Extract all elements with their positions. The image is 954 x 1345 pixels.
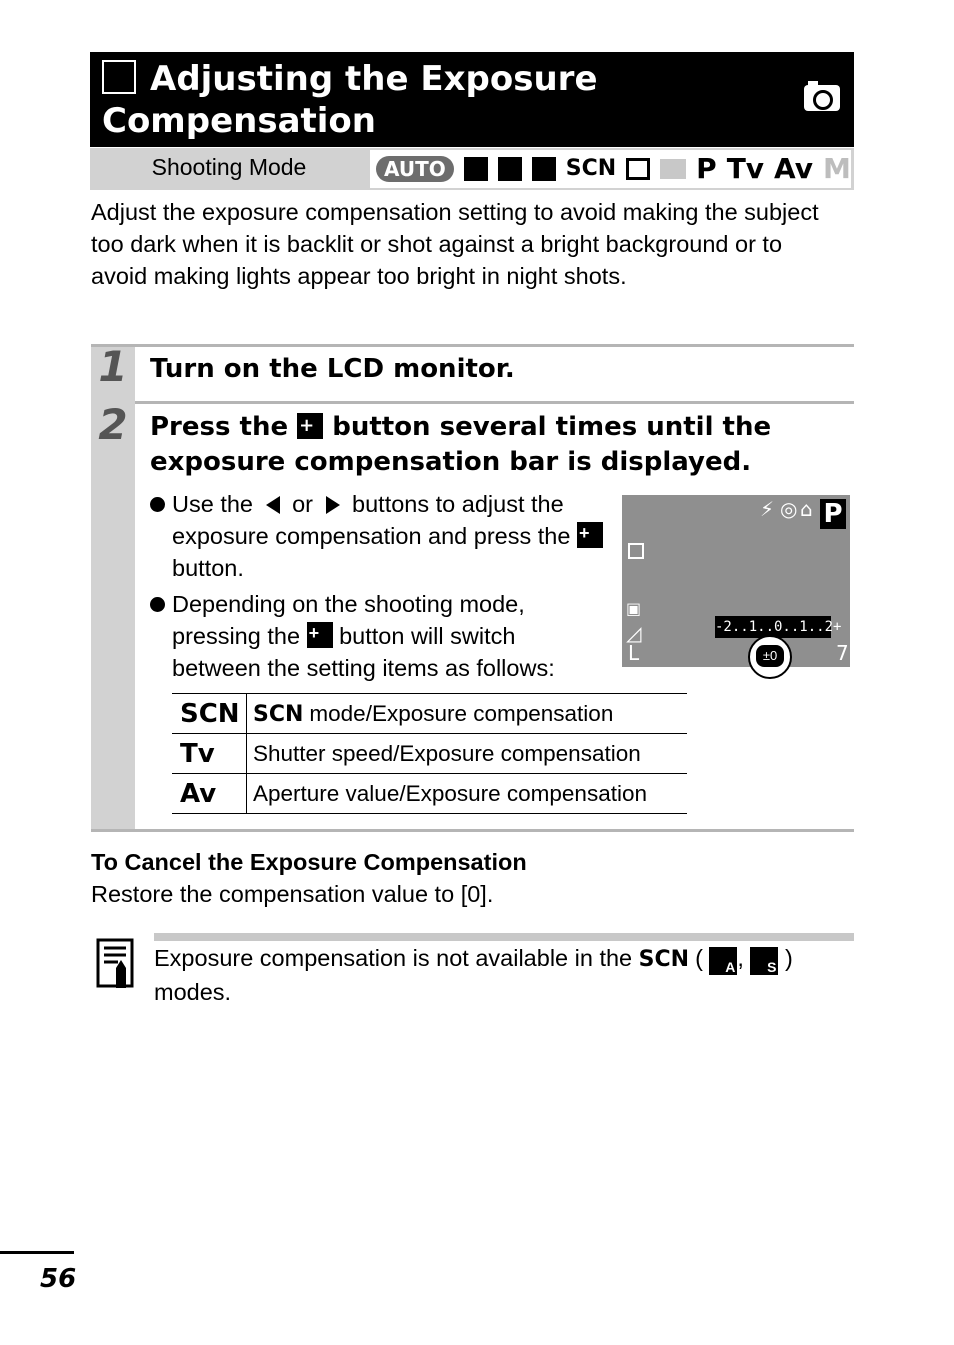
bullet-dot	[150, 497, 165, 512]
scn-inline-icon: SCN	[638, 947, 690, 972]
av-mode-icon: Av	[774, 152, 813, 185]
step-divider	[135, 401, 854, 404]
bullet-1-or: or	[292, 491, 313, 517]
table-key-tv: Tv	[172, 734, 247, 774]
exposure-compensation-icon	[102, 60, 136, 94]
table-key-av: Av	[172, 774, 247, 814]
shooting-mode-icons	[370, 150, 851, 188]
bullet-item	[150, 588, 610, 684]
step-1-title: Turn on the LCD monitor.	[150, 354, 515, 384]
p-mode-icon: P	[696, 152, 717, 185]
lock-icon: ⌂	[800, 497, 813, 521]
lcd-size-indicator: L	[628, 641, 640, 665]
landscape-mode-icon	[498, 157, 522, 181]
table-row	[172, 734, 687, 774]
scn-inline-icon: SCN	[253, 701, 304, 727]
note-rule	[154, 933, 854, 941]
steps-top-rule	[91, 344, 854, 347]
table-value: Aperture value/Exposure compensation	[247, 774, 688, 814]
cancel-heading: To Cancel the Exposure Compensation	[91, 849, 527, 875]
page-title	[102, 58, 742, 142]
auto-mode-icon: AUTO	[376, 156, 454, 182]
frame-icon	[628, 543, 644, 559]
bullet-1-text-c: button.	[172, 555, 244, 581]
lcd-shots-remaining: 7	[836, 641, 849, 665]
table-value	[247, 694, 688, 734]
step-2-title-after: button several times until the exposure compensation bar is displayed.	[150, 412, 772, 477]
color-swap-icon: S	[750, 947, 778, 975]
lcd-mode-indicator: P	[820, 499, 846, 529]
note-text-c: ,	[737, 945, 744, 971]
steps-bottom-rule	[91, 829, 854, 832]
m-mode-icon: M	[822, 152, 851, 185]
memo-icon	[96, 938, 134, 990]
note-text	[154, 942, 854, 1008]
exposure-scale: -2..1..0..1..2+	[715, 616, 831, 638]
table-value-text: mode/Exposure compensation	[309, 700, 614, 726]
red-eye-icon: ◎	[780, 497, 798, 521]
bullet-2-text-b: button will switch between the setting items as follows:	[172, 623, 555, 681]
camera-icon	[804, 85, 840, 111]
bullet-1-text-a: Use the	[172, 491, 253, 517]
intro-paragraph: Adjust the exposure compensation setting to avoid making the subject too dark when it is backlit or shot against a bright background or to avoid making lights appear too bright in night shots.	[91, 199, 819, 289]
bullet-1-text-b: buttons to adjust the exposure compensation and press the	[172, 491, 571, 549]
exposure-button-icon	[577, 522, 603, 548]
stitch-assist-mode-icon	[626, 158, 650, 180]
mode-settings-table	[172, 693, 687, 814]
left-arrow-icon	[266, 496, 280, 514]
tv-mode-icon: Tv	[726, 152, 765, 185]
table-row	[172, 774, 687, 814]
portrait-mode-icon	[464, 157, 488, 181]
page-number: 56	[40, 1264, 77, 1294]
table-row	[172, 694, 687, 734]
lcd-screen-preview	[622, 495, 850, 667]
note-text-d: ) modes.	[154, 945, 793, 1005]
scn-mode-icon: SCN	[565, 156, 617, 181]
footer-rule	[0, 1251, 74, 1254]
page-title-text: Adjusting the Exposure Compensation	[102, 59, 598, 141]
step-2-title-before: Press the	[150, 412, 289, 442]
exposure-button-icon	[307, 622, 333, 648]
table-value: Shutter speed/Exposure compensation	[247, 734, 688, 774]
note-text-a: Exposure compensation is not available in the	[154, 945, 633, 971]
step-2-bullets	[150, 488, 610, 688]
shooting-mode-bar	[90, 148, 854, 190]
bullet-2-text-a: Depending on the shooting mode, pressing the	[172, 591, 525, 649]
color-accent-icon: A	[709, 947, 737, 975]
table-key-scn: SCN	[172, 694, 247, 734]
exposure-dial-icon	[748, 635, 792, 679]
flash-icon: ⚡	[760, 497, 775, 521]
exposure-button-icon	[297, 413, 323, 439]
bullet-item	[150, 488, 610, 584]
cancel-body: Restore the compensation value to [0].	[91, 881, 494, 907]
step-2-number: 2	[98, 400, 128, 449]
face-icon: ▣	[626, 599, 642, 618]
bullet-dot	[150, 597, 165, 612]
note-text-b: (	[695, 945, 703, 971]
title-banner	[90, 52, 854, 147]
shooting-mode-label: Shooting Mode	[151, 154, 307, 180]
compression-icon: ◿	[626, 621, 642, 645]
right-arrow-icon	[326, 496, 340, 514]
step-2-title	[150, 410, 840, 480]
night-scene-mode-icon	[532, 157, 556, 181]
movie-mode-icon	[660, 159, 686, 179]
step-1-number: 1	[98, 342, 128, 391]
